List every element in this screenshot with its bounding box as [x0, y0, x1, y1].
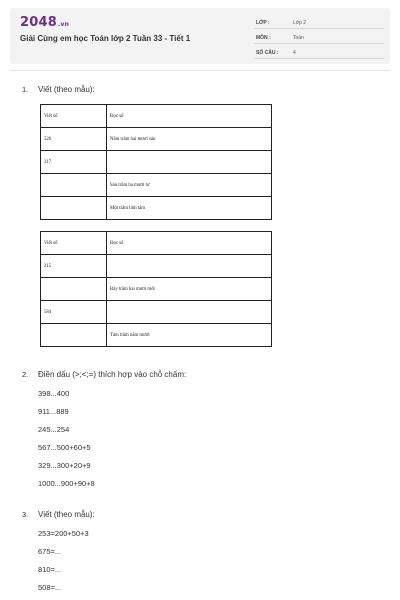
site-logo[interactable]: 2048.vn — [20, 15, 70, 30]
exercise-line: 398...400 — [38, 389, 70, 398]
exercise-line: 245...254 — [38, 425, 70, 434]
exercise-line: 810=... — [38, 565, 62, 574]
question-2-text: Điền dấu (>;<;=) thích hợp vào chỗ chấm: — [38, 370, 187, 379]
page-title: Giải Cùng em học Toán lớp 2 Tuần 33 - Tiết 1 — [20, 34, 191, 43]
table-cell[interactable]: 215 — [41, 255, 107, 278]
table-header-row — [41, 232, 272, 255]
table-cell[interactable]: Bảy trăm hai mươi mốt — [107, 278, 272, 301]
meta-subject: MÔN : Toán — [254, 31, 384, 44]
table-cell[interactable]: Tám trăm năm mươi — [107, 324, 272, 347]
table-header-row — [41, 105, 272, 128]
exercise-line: 329...300+20+9 — [38, 461, 91, 470]
table-row — [41, 197, 272, 220]
exercise-line: 911...889 — [38, 407, 69, 416]
meta-question-count: SỐ CÂU : 4 — [254, 46, 384, 59]
table-row — [41, 278, 272, 301]
table-cell[interactable] — [107, 255, 272, 278]
question-3-number: 3. — [22, 510, 29, 519]
table-cell[interactable]: 584 — [41, 301, 107, 324]
table-row — [41, 174, 272, 197]
table-cell[interactable]: Sáu trăm ba mươi tư — [107, 174, 272, 197]
table-cell[interactable]: Một trăm linh tám — [107, 197, 272, 220]
table-row — [41, 301, 272, 324]
table-row — [41, 255, 272, 278]
table-cell[interactable]: 526 — [41, 128, 107, 151]
table-header-cell: Đọc số — [107, 105, 272, 128]
table-row — [41, 324, 272, 347]
question-2-number: 2. — [22, 370, 29, 379]
table-header-cell: Đọc số — [107, 232, 272, 255]
table-cell[interactable] — [41, 174, 107, 197]
exercise-line: 567...500+60+5 — [38, 443, 91, 452]
table-cell[interactable] — [41, 324, 107, 347]
table-header-cell: Viết số — [41, 232, 107, 255]
table-header-cell: Viết số — [41, 105, 107, 128]
table-cell[interactable] — [41, 197, 107, 220]
document-header — [10, 8, 390, 64]
meta-class: LỚP : Lớp 2 — [254, 16, 384, 29]
exercise-line: 508=... — [38, 583, 62, 592]
table-cell[interactable]: Năm trăm hai mươi sáu — [107, 128, 272, 151]
question-1-text: Viết (theo mẫu): — [38, 85, 95, 94]
table-2 — [40, 231, 272, 347]
question-3-text: Viết (theo mẫu): — [38, 510, 95, 519]
question-1-number: 1. — [22, 85, 29, 94]
table-cell[interactable] — [107, 301, 272, 324]
table-cell[interactable] — [41, 278, 107, 301]
exercise-line: 675=... — [38, 547, 62, 556]
table-1 — [40, 104, 272, 220]
header-divider — [10, 70, 390, 71]
table-row — [41, 151, 272, 174]
table-cell[interactable] — [107, 151, 272, 174]
table-row — [41, 128, 272, 151]
table-cell[interactable]: 317 — [41, 151, 107, 174]
exercise-line: 253=200+50+3 — [38, 529, 89, 538]
exercise-line: 1000...900+90+8 — [38, 479, 95, 488]
